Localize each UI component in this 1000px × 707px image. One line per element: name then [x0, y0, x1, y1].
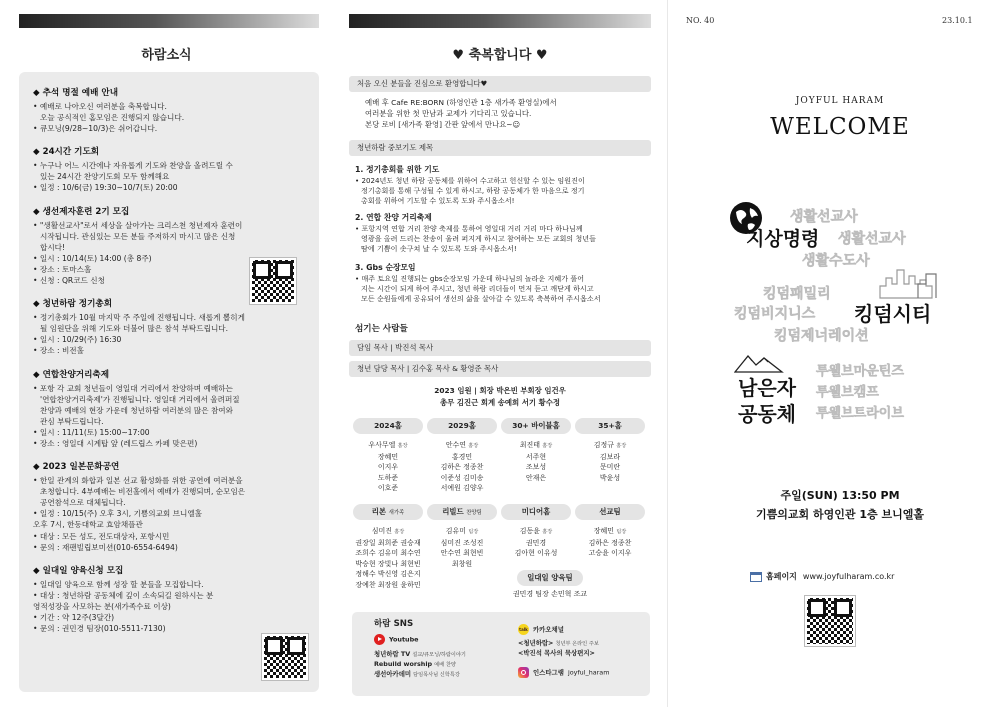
section-line: 시작됩니다. 관심있는 모든 분들 주저하지 마시고 많은 신청	[40, 231, 236, 241]
section-line: • 일시 : 11/11(토) 15:00~17:00	[33, 427, 150, 437]
section-line: • 일시 : 10/29(주) 16:30	[33, 335, 122, 345]
group-label: 선교팀	[599, 507, 621, 516]
member-row	[427, 559, 497, 570]
graphic-text: 생활선교사	[838, 231, 906, 247]
section-line: • 장소 : 토마스홀	[33, 264, 92, 274]
prayer-line: • 매주 토요일 진행되는 gbs순장모임 가운데 하나님의 놀라운 지혜가 풀어	[355, 274, 585, 283]
section-line: 오후 7시, 한동대학교 효암채플관	[33, 520, 143, 530]
member-row	[353, 462, 423, 473]
group-head	[501, 504, 571, 520]
prayer-line: 모든 순원들에게 공유되어 생선의 삶을 살아갈 수 있도록 축복하여 주시옵소서	[361, 294, 601, 304]
member-name: 김하은 정종찬	[440, 463, 484, 472]
member-name: 김아현 이유성	[514, 549, 558, 558]
member-name: 최창원	[451, 559, 473, 568]
member-name: 박윤성	[599, 473, 621, 482]
graphic-text: 킹덤비지니스	[734, 306, 816, 322]
kakao-channel	[518, 649, 595, 658]
member-name: 서주현	[525, 452, 547, 461]
section-line: • 기간 : 약 12주(3달간)	[33, 613, 115, 622]
member-row	[501, 548, 571, 559]
member-row	[353, 473, 423, 484]
group-head	[575, 418, 645, 434]
member-role: 팀장	[468, 529, 479, 535]
member-row	[575, 473, 645, 484]
header-gradient-bar	[19, 14, 319, 28]
channel-name: Rebuild worship	[374, 660, 433, 668]
youtube-channel	[374, 670, 460, 680]
kakao-link[interactable]: talk 카카오채널	[519, 625, 564, 634]
group-label: 2024홈	[374, 421, 402, 430]
channel-desc: 청년부 온라인 주보	[555, 641, 599, 647]
member-row	[427, 526, 497, 538]
news-section	[33, 368, 309, 450]
member-row	[501, 538, 571, 549]
section-line: 초청합니다. 4부예배는 비전홀에서 예배가 진행되며, 순모임은	[40, 487, 246, 497]
section-heading: ◆ 24시간 기도회	[33, 147, 100, 158]
member-row	[501, 462, 571, 473]
youth-pastor-bar: 청년 담당 목사 | 김수홍 목사 & 황영준 목사	[349, 361, 651, 377]
section-line: • 큐모닝(9/28~10/3)은 쉬어갑니다.	[33, 124, 158, 134]
event-place: 기쁨의교회 하영인관 1층 브니엘홀	[756, 508, 924, 521]
group-head	[575, 504, 645, 520]
section-line: • 대상 : 모든 성도, 전도대상자, 포항시민	[33, 531, 170, 541]
kakao-icon: talk	[518, 624, 529, 635]
member-row	[427, 473, 497, 484]
section-heading: ◆ 청년하람 정기총회	[33, 299, 113, 310]
member-row	[575, 440, 645, 452]
section-line: 될 임원단을 위해 기도와 더불어 많은 참석 부탁드립니다.	[40, 324, 229, 334]
prayer-title: 1. 정기총회를 위한 기도	[355, 165, 440, 174]
member-name: 도하준	[377, 473, 399, 482]
group-members	[501, 440, 571, 483]
member-name: 조보성	[525, 463, 547, 472]
section-line: • 일정 : 10/6(금) 19:30~10/7(토) 20:00	[33, 183, 178, 193]
member-row	[353, 526, 423, 538]
section-line: • 문의 : 재팬빌립보미션(010-6554-6494)	[33, 542, 178, 552]
section-line: • 신청 : QR코드 신청	[33, 276, 105, 286]
section-line: • 대상 : 청년하람 공동체에 깊이 소속되길 원하시는 분	[33, 590, 214, 600]
channel-name: <청년하람>	[518, 639, 554, 647]
member-name: 우사무엘	[368, 441, 396, 449]
member-row	[575, 526, 645, 538]
member-role: 홈장	[397, 443, 408, 449]
section-line: 있는 24시간 찬양기도회 모두 함께해요	[40, 172, 170, 182]
section-line: 찬양과 예배의 현장 가운데 청년하람 여러분의 많은 참여와	[40, 405, 233, 415]
group-label: 30+ 바이블홈	[512, 421, 560, 430]
sns-title: 하람 SNS	[374, 619, 414, 629]
group-head	[353, 418, 423, 434]
section-line: • 장소 : 비전홀	[33, 346, 84, 356]
section-line: • 한일 관계의 화합과 일본 선교 활성화를 위한 공연에 여러분을	[33, 476, 243, 486]
youtube-channel	[374, 650, 466, 660]
member-row	[501, 526, 571, 538]
group-sublabel: 찬양팀	[466, 510, 482, 516]
blessing-panel	[333, 0, 667, 707]
channel-name: 청년하람 TV	[374, 650, 411, 658]
section-line: • 누구나 어느 시간에나 자유롭게 기도와 찬양을 올려드릴 수	[33, 161, 233, 171]
member-name: 김보라	[599, 452, 621, 461]
section-line: • 일시 : 10/14(토) 14:00 (총 8주)	[33, 253, 152, 263]
group-members	[353, 526, 423, 591]
news-box	[19, 72, 319, 692]
section-line: '연합찬양거리축제'가 진행됩니다. 영일대 거리에서 울려퍼질	[40, 394, 240, 404]
member-name: 심미진 조성진	[440, 538, 484, 547]
section-line: • 정기총회가 10월 마지막 주 주일에 진행됩니다. 새롭게 뽑히게	[33, 313, 245, 323]
member-row	[353, 569, 423, 580]
group-label: 리본	[371, 507, 387, 516]
member-row	[427, 452, 497, 463]
welcome-bar: 처음 오신 분들을 진심으로 환영합니다♥	[349, 76, 651, 92]
member-role: 팀장	[616, 529, 627, 535]
prayer-line: 영광을 올려 드리는 찬송이 울려 퍼지게 하시고 참여하는 모든 교회의 청년들	[361, 234, 596, 244]
member-row	[427, 538, 497, 549]
news-section	[33, 460, 309, 553]
member-name: 안수연	[445, 441, 467, 449]
member-name: 안재은	[525, 473, 547, 482]
prayer-line: • 포항지역 연합 거리 찬양 축제를 통하여 영일대 거리 거리 마다 하나님께	[355, 224, 583, 233]
section-line: 오늘 공식적인 홈모임은 진행되지 않습니다.	[40, 113, 185, 123]
section-line: 합시다!	[40, 242, 66, 252]
member-name: 장혜민	[377, 452, 399, 461]
prayer-line: 지는 시간이 되게 하여 주시고, 청년 하람 리더들이 먼저 듣고 깨닫게 하시고	[361, 284, 594, 294]
graphic-bold-text: 킹덤시티	[854, 302, 932, 326]
member-role: 홈장	[616, 443, 627, 449]
section-line: • 예배로 나아오신 여러분을 축복합니다.	[33, 102, 167, 111]
member-row	[427, 440, 497, 452]
prayer-title: 3. Gbs 순장모임	[355, 263, 416, 272]
graphic-text: 투웰브트라이브	[816, 406, 904, 421]
section-line: • 장소 : 영일대 시계탑 앞 (레드립스 카페 맞은편)	[33, 438, 198, 448]
welcome-title: WELCOME	[770, 114, 910, 140]
mountain-icon	[734, 352, 784, 374]
prayer-item	[355, 212, 651, 254]
section-line: 공연참석으로 대체됩니다.	[40, 498, 126, 508]
graphic-text: 생활선교사	[790, 209, 858, 225]
prayer-title: 2. 연합 찬양 거리축제	[355, 213, 432, 222]
graphic-bold-text: 지상명령	[746, 228, 820, 250]
group-members	[427, 526, 497, 569]
prayer-bar: 청년하람 중보기도 제목	[349, 140, 651, 156]
prayer-line: 정기총회를 통해 구성될 수 있게 하시고, 하람 공동체가 한 마음으로 정기	[361, 186, 585, 196]
news-panel	[0, 0, 333, 707]
group-label: 35+홈	[598, 421, 622, 430]
section-line: 관심 부탁드립니다.	[40, 416, 104, 426]
prayer-line: 총회를 위하여 기도할 수 있도록 도와 주시옵소서!	[361, 196, 515, 206]
member-name: 김하은 정종찬	[588, 538, 632, 547]
dark-right-edge	[985, 0, 1000, 707]
member-name: 조희수 김유미 최수연	[355, 549, 421, 558]
section-heading: ◆ 생선제자훈련 2기 모집	[33, 206, 130, 217]
member-role: 홈장	[542, 443, 553, 449]
instagram-link[interactable]: 인스타그램 joyful_haram	[518, 667, 609, 678]
section-heading: ◆ 추석 명절 예배 안내	[33, 88, 118, 98]
news-section	[33, 86, 309, 134]
member-name: 김정규	[593, 441, 615, 449]
member-row	[353, 548, 423, 559]
graphic-text: 생활수도사	[802, 253, 870, 269]
group-label: 2029홈	[448, 421, 476, 430]
section-line: • 문의 : 권민경 팀장(010-5511-7130)	[33, 624, 166, 634]
youtube-channel	[374, 660, 456, 670]
event-time: 주일(SUN) 13:50 PM	[780, 489, 900, 502]
officers-line-2: 총무 김진근 회계 송예희 서기 황수정	[440, 398, 560, 407]
member-name: 심미진	[371, 527, 393, 535]
training-qr-code[interactable]	[250, 258, 296, 304]
mentoring-qr-code[interactable]	[262, 634, 308, 680]
group-label: 미디어홈	[521, 507, 551, 516]
header-gradient-bar	[349, 14, 651, 28]
member-row	[575, 548, 645, 559]
one-on-one-head: 일대일 양육팀	[517, 570, 583, 586]
member-name: 박승현 장빛나 최현빈	[355, 559, 421, 568]
member-row	[353, 580, 423, 591]
youtube-icon	[374, 634, 385, 645]
homepage-qr-code[interactable]	[805, 596, 855, 646]
group-head	[427, 504, 497, 520]
section-heading: ◆ 2023 일본문화공연	[33, 462, 120, 473]
member-role: 홈장	[394, 529, 405, 535]
member-name: 장예찬 최장원 윤하민	[355, 580, 421, 589]
prayer-item	[355, 262, 651, 304]
group-members	[353, 440, 423, 494]
prayer-line: 땀에 기쁨이 솟구쳐 날 수 있도록 도와 주시옵소서!	[361, 244, 517, 254]
channel-name: <박진석 목사의 묵상편지>	[518, 649, 595, 657]
member-name: 권민경	[525, 538, 547, 547]
member-name: 정해수 박신영 김은지	[355, 570, 421, 579]
blessing-title: ♥ 축복합니다 ♥	[452, 48, 548, 63]
member-name: 문미란	[599, 463, 621, 472]
welcome-subtitle: JOYFUL HARAM	[795, 96, 885, 106]
section-line: 영적성장을 사모하는 분(새가족수료 이상)	[33, 601, 171, 611]
member-name: 장혜민	[593, 527, 615, 535]
member-row	[353, 440, 423, 452]
news-title: 하람소식	[141, 48, 192, 63]
one-on-one-members: 권민경 팀장 손민혁 조교	[512, 590, 588, 598]
member-name: 서예원 김양우	[440, 484, 484, 493]
member-name: 고승윤 이지우	[588, 549, 632, 558]
group-members	[575, 440, 645, 483]
graphic-text: 킹덤패밀리	[763, 286, 831, 302]
group-members	[501, 526, 571, 559]
issue-number: NO. 40	[686, 16, 715, 25]
member-role: 홈장	[468, 443, 479, 449]
youtube-link[interactable]: Youtube	[374, 634, 419, 645]
member-name: 이호준	[377, 484, 399, 493]
member-row	[427, 548, 497, 559]
member-row	[353, 538, 423, 549]
pastor-bar: 담임 목사 | 박진석 목사	[349, 340, 651, 356]
fold-line	[667, 0, 668, 707]
channel-desc: 담임목사님 신학특강	[413, 672, 460, 678]
member-name: 홍경민	[451, 452, 473, 461]
officers-line-1: 2023 임원 | 회장 박은빈 부회장 임건우	[434, 386, 566, 395]
graphic-text: 투웰브캠프	[816, 385, 879, 400]
member-row	[501, 440, 571, 452]
member-row	[501, 473, 571, 484]
member-name: 권장일 최희준 권승재	[355, 538, 421, 547]
homepage-link[interactable]: 홈페이지 www.joyfulharam.co.kr	[750, 571, 894, 582]
issue-date: 23.10.1	[942, 16, 973, 25]
group-sublabel: 새가족	[388, 510, 405, 516]
member-name: 이준성 김미송	[440, 473, 484, 482]
member-name: 최진태	[519, 441, 541, 449]
instagram-icon	[518, 667, 529, 678]
member-name: 안수연 최현빈	[440, 549, 484, 558]
group-head	[353, 504, 423, 520]
section-line: • 일대일 양육으로 함께 성장 할 분들을 모집합니다.	[33, 579, 204, 589]
group-members	[427, 440, 497, 494]
section-line: • "생활선교사"로서 세상을 살아가는 크리스천 청년제자 훈련이	[33, 220, 243, 230]
channel-name: 생선아카데미	[374, 670, 412, 678]
member-row	[353, 483, 423, 494]
section-line: • 포항 각 교회 청년들이 영일대 거리에서 찬양하며 예배하는	[33, 383, 233, 393]
welcome-line: 여러분을 위한 첫 만남과 교제가 기다리고 있습니다.	[365, 109, 532, 118]
servers-title: 섬기는 사람들	[355, 324, 408, 334]
member-row	[353, 452, 423, 463]
group-head	[501, 418, 571, 434]
member-row	[575, 538, 645, 549]
member-role: 홈장	[542, 529, 553, 535]
member-name: 김유미	[445, 527, 467, 535]
member-row	[427, 483, 497, 494]
news-section	[33, 145, 309, 193]
member-row	[427, 462, 497, 473]
member-row	[575, 452, 645, 463]
member-name: 김동윤	[519, 527, 541, 535]
welcome-line: 예배 후 Cafe RE:BORN (하영인관 1층 새가족 환영실)에서	[365, 98, 557, 107]
group-label: 리빌드	[442, 507, 464, 516]
group-head	[427, 418, 497, 434]
graphic-bold-text: 공동체	[738, 402, 796, 426]
section-line: • 일정 : 10/15(주) 오후 3시, 기쁨의교회 브니엘홀	[33, 509, 203, 519]
news-section	[33, 564, 309, 634]
graphic-text: 투웰브마운틴즈	[816, 364, 904, 379]
section-heading: ◆ 연합찬양거리축제	[33, 369, 110, 380]
city-skyline-icon	[878, 266, 942, 300]
channel-desc: 설교/큐모닝/하람이야기	[412, 652, 466, 658]
prayer-line: • 2024년도 청년 하람 공동체를 위하여 수고하고 헌신할 수 있는 임원진이	[355, 176, 585, 185]
section-heading: ◆ 일대일 양육신청 모집	[33, 565, 124, 576]
news-section	[33, 297, 309, 356]
graphic-text: 킹덤제너레이션	[774, 328, 869, 344]
member-row	[575, 462, 645, 473]
member-name: 이지우	[377, 463, 399, 472]
kakao-channel	[518, 639, 599, 649]
member-row	[353, 559, 423, 570]
member-row	[501, 452, 571, 463]
prayer-item	[355, 164, 651, 206]
graphic-bold-text: 남은자	[738, 376, 796, 400]
homepage-icon	[750, 572, 762, 582]
channel-desc: 예배 찬양	[434, 662, 456, 668]
welcome-line: 본당 로비 [새가족 환영] 간판 앞에서 만나요~☺	[365, 120, 521, 129]
group-members	[575, 526, 645, 559]
